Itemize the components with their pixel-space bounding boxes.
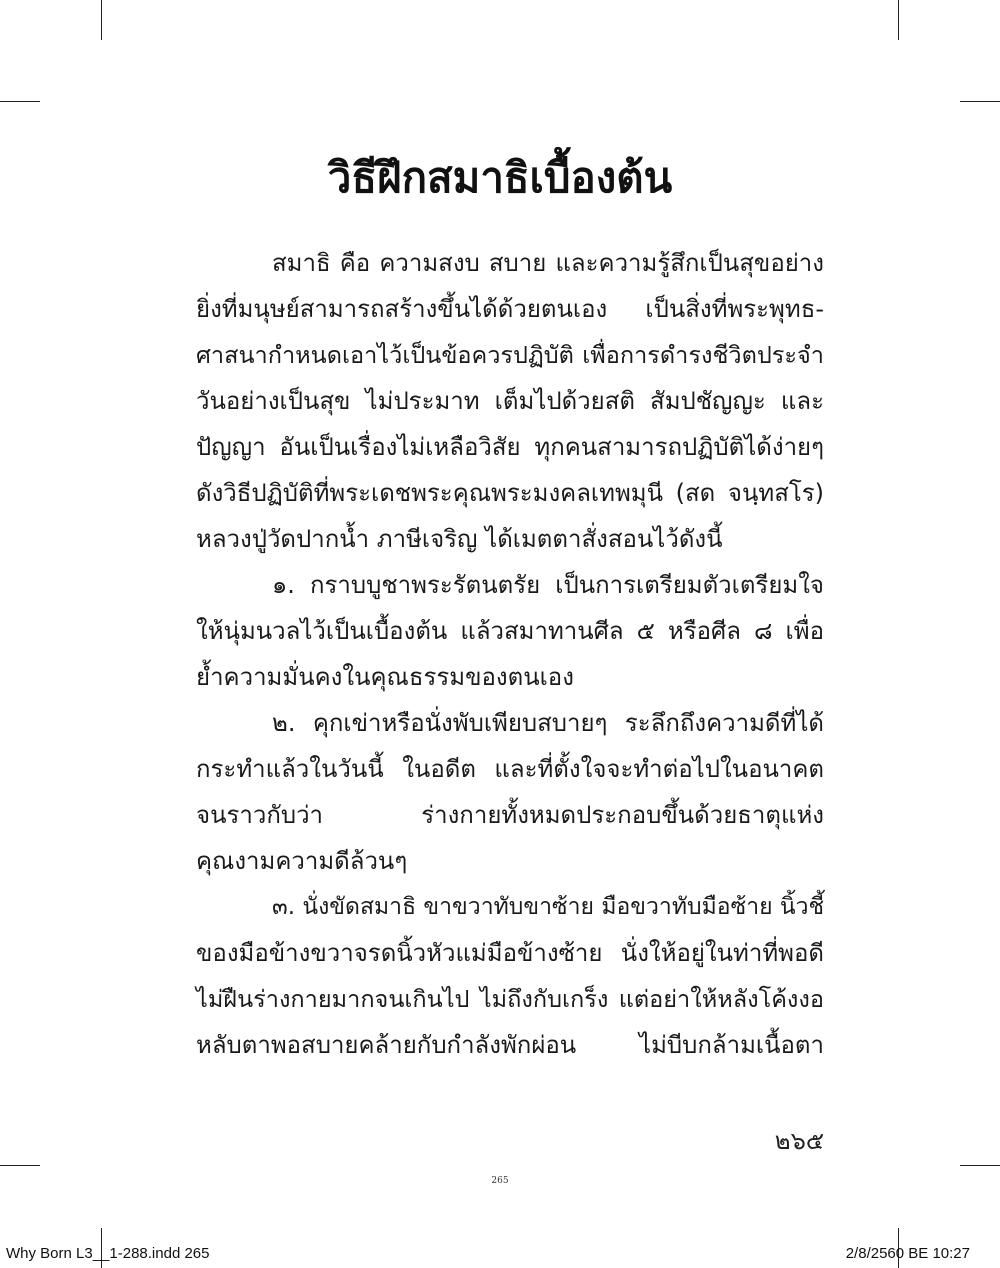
- text-line: ดังวิธีปฏิบัติที่พระเดชพระคุณพระมงคลเทพมุนี (สด จนฺทสโร): [196, 479, 824, 507]
- text-line: สมาธิ คือ ความสงบ สบาย และความรู้สึกเป็นสุขอย่าง: [272, 249, 824, 277]
- crop-mark: [960, 101, 1000, 102]
- text-line: ยิ่งที่มนุษย์สามารถสร้างขึ้นได้ด้วยตนเอง เป็นสิ่งที่พระพุทธ-: [196, 295, 824, 323]
- text-line: กระทำแล้วในวันนี้ ในอดีต และที่ตั้งใจจะทำต่อไปในอนาคต: [196, 755, 824, 783]
- text-line: วันอย่างเป็นสุข ไม่ประมาท เต็มไปด้วยสติ สัมปชัญญะ และ: [196, 387, 824, 415]
- print-page-number: 265: [491, 1176, 509, 1186]
- page-title: วิธีฝึกสมาธิเบื้องต้น: [327, 153, 673, 202]
- text-line: ไม่ฝืนร่างกายมากจนเกินไป ไม่ถึงกับเกร็ง แต่อย่าให้หลังโค้งงอ: [196, 985, 824, 1013]
- text-line: หลวงปู่วัดปากน้ำ ภาษีเจริญ ได้เมตตาสั่งสอนไว้ดังนี้: [196, 525, 723, 553]
- text-line: ศาสนากำหนดเอาไว้เป็นข้อควรปฏิบัติ เพื่อการดำรงชีวิตประจำ: [196, 341, 824, 369]
- text-line: ๒. คุกเข่าหรือนั่งพับเพียบสบายๆ ระลึกถึงความดีที่ได้: [272, 709, 824, 737]
- text-line: คุณงามความดีล้วนๆ: [196, 847, 408, 875]
- crop-mark: [101, 0, 102, 40]
- page-number: ๒๖๕: [774, 1127, 824, 1155]
- text-line: ๑. กราบบูชาพระรัตนตรัย เป็นการเตรียมตัวเตรียมใจ: [272, 571, 824, 599]
- date-slug: 2/8/2560 BE 10:27: [845, 1245, 970, 1262]
- crop-mark: [898, 0, 899, 40]
- text-line: ปัญญา อันเป็นเรื่องไม่เหลือวิสัย ทุกคนสามารถปฏิบัติได้ง่ายๆ: [196, 433, 824, 461]
- file-slug: Why Born L3__1-288.indd 265: [6, 1245, 210, 1262]
- text-line: ของมือข้างขวาจรดนิ้วหัวแม่มือข้างซ้าย นั่งให้อยู่ในท่าที่พอดี: [196, 939, 824, 967]
- text-line: ๓. นั่งขัดสมาธิ ขาขวาทับขาซ้าย มือขวาทับมือซ้าย นิ้วชี้: [272, 894, 825, 920]
- text-line: ย้ำความมั่นคงในคุณธรรมของตนเอง: [196, 663, 574, 691]
- crop-mark: [960, 1165, 1000, 1166]
- text-line: จนราวกับว่า ร่างกายทั้งหมดประกอบขึ้นด้วยธาตุแห่ง: [196, 801, 824, 829]
- text-line: ให้นุ่มนวลไว้เป็นเบื้องต้น แล้วสมาทานศีล ๕ หรือศีล ๘ เพื่อ: [196, 617, 824, 645]
- crop-mark: [0, 1165, 40, 1166]
- text-line: หลับตาพอสบายคล้ายกับกำลังพักผ่อน ไม่บีบกล้ามเนื้อตา: [196, 1031, 824, 1059]
- body-text: [196, 240, 824, 1068]
- crop-mark: [0, 101, 40, 102]
